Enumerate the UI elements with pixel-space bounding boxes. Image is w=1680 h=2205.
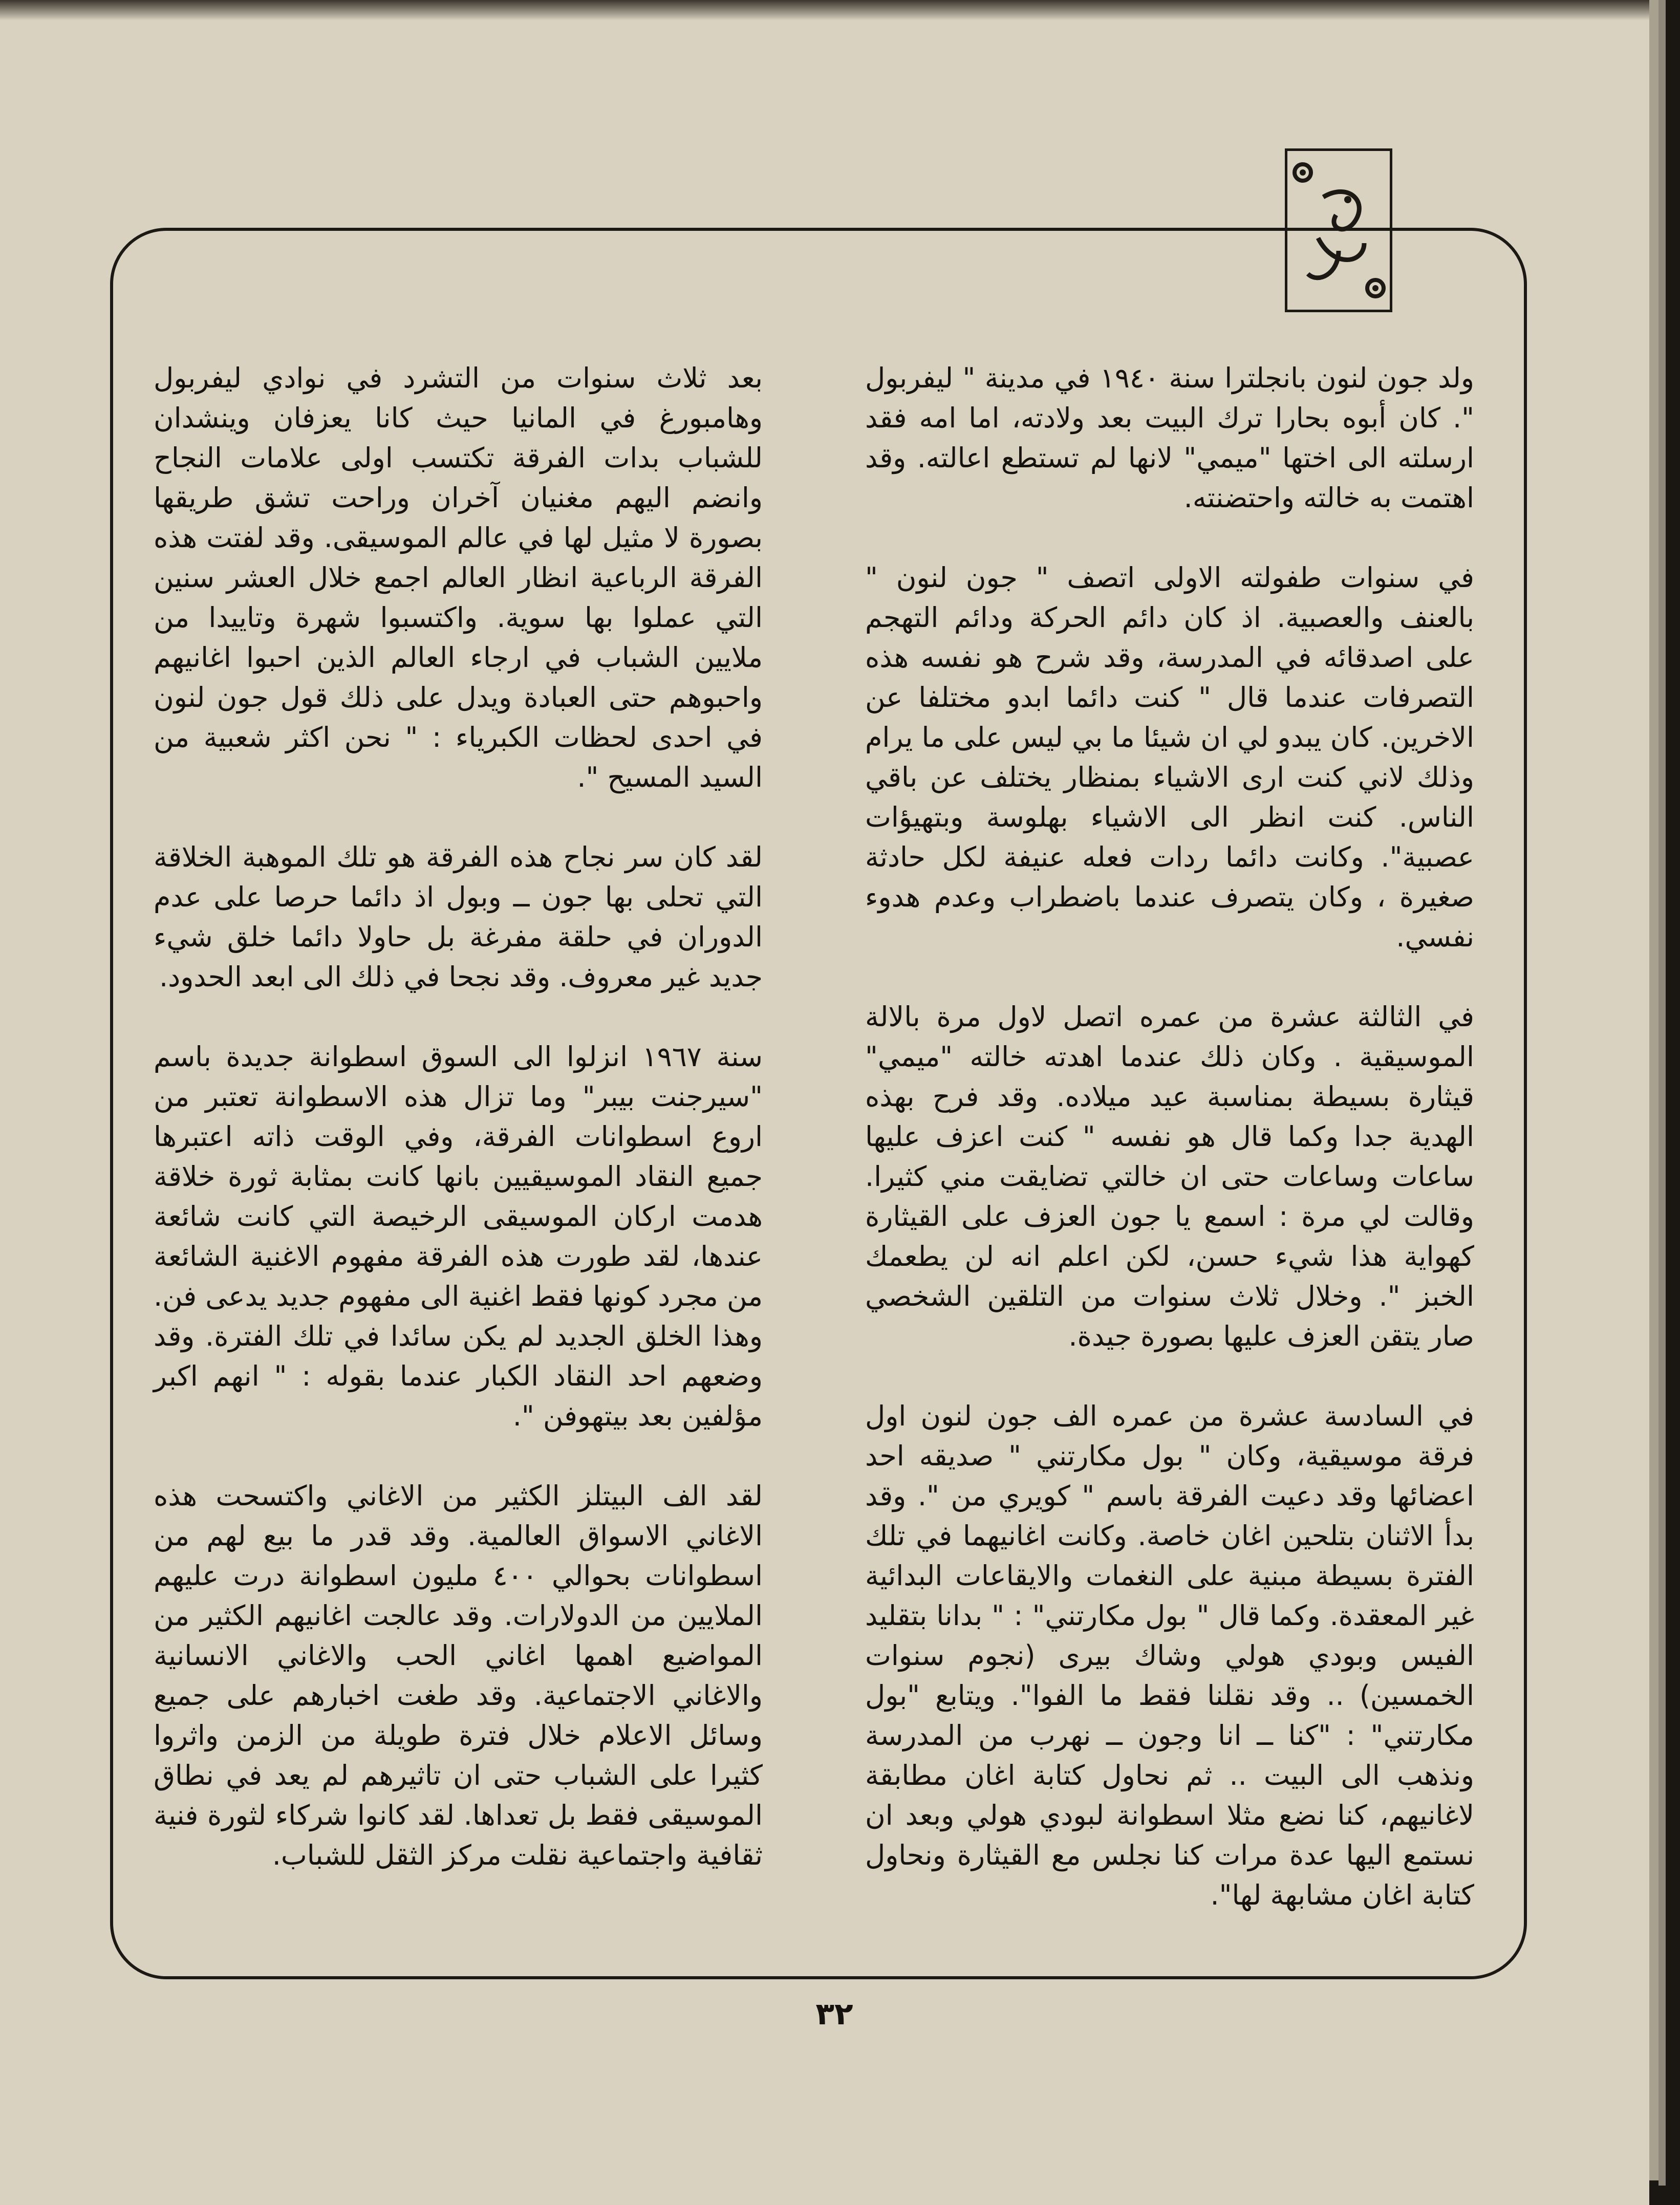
article-paragraph: ولد جون لنون بانجلترا سنة ١٩٤٠ في مدينة " ليفربول ". كان أبوه بحارا ترك البيت بعد ولادته، اما امه فقد ارسلته الى اختها "ميمي" لانها لم تستطع اعالته. وقد اهتمت به خالته واحتضنته.: [865, 362, 1474, 514]
page-edge: [1649, 0, 1659, 2180]
article-paragraph: سنة ١٩٦٧ انزلوا الى السوق اسطوانة جديدة باسم "سيرجنت بيبر" وما تزال هذه الاسطوانة تعتبر من اروع اسطوانات الفرقة، وفي الوقت ذاته اعتبرها جميع النقاد الموسيقيين بانها كانت بمثابة ثورة خلاقة هدمت اركان الموسيقى الرخيصة التي كانت شائعة عندها، لقد طورت هذه الفرقة مفهوم الاغنية الشائعة من مجرد كونها فقط اغنية الى مفهوم جديد يدعى فن. وهذا الخلق الجديد لم يكن سائدا في تلك الفترة. وقد وضعهم احد النقاد الكبار عندما بقوله : " انهم اكبر مؤلفين بعد بيتهوفن ".: [153, 1041, 763, 1432]
top-shadow: [0, 0, 1649, 20]
article-paragraph: في سنوات طفولته الاولى اتصف " جون لنون " بالعنف والعصبية. اذ كان دائم الحركة ودائم التهجم على اصدقائه في المدرسة، وقد شرح هو نفسه هذه التصرفات عندما قال " كنت دائما ابدو مختلفا عن الاخرين. كان يبدو لي ان شيئا ما بي ليس على ما يرام وذلك لاني كنت ارى الاشياء بمنظار يختلف عن باقي الناس. كنت انظر الى الاشياء بهلوسة وبتهيؤات عصبية". وكانت دائما ردات فعله عنيفة لكل حادثة صغيرة ، وكان يتصرف عندما باضطراب وعدم هدوء نفسي.: [865, 561, 1474, 953]
article-column-right: [865, 358, 1474, 1955]
article-paragraph: في السادسة عشرة من عمره الف جون لنون اول فرقة موسيقية، وكان " بول مكارتني " صديقه احد اعضائها وقد دعيت الفرقة باسم " كويري من ". وقد بدأ الاثنان بتلحين اغان خاصة. وكانت اغانيهما في تلك الفترة بسيطة مبنية على النغمات والايقاعات البدائية غير المعقدة. وكما قال " بول مكارتني" : " بدانا بتقليد الفيس وبودي هولي وشاك بيرى (نجوم سنوات الخمسين) .. وقد نقلنا فقط ما الفوا". ويتابع "بول مكارتني" : "كنا ــ انا وجون ــ نهرب من المدرسة ونذهب الى البيت .. ثم نحاول كتابة اغان مطابقة لاغانيهم، كنا نضع مثلا اسطوانة لبودي هولي وبعد ان نستمع اليها عدة مرات كنا نجلس مع القيثارة ونحاول كتابة اغان مشابهة لها".: [865, 1400, 1474, 1911]
article-paragraph: في الثالثة عشرة من عمره اتصل لاول مرة بالالة الموسيقية . وكان ذلك عندما اهدته خالته "ميمي" قيثارة بسيطة بمناسبة عيد ميلاده. وقد فرح بهذه الهدية جدا وكما قال هو نفسه " كنت اعزف عليها ساعات وساعات حتى ان خالتي تضايقت مني كثيرا. وقالت لي مرة : اسمع يا جون العزف على القيثارة كهواية هذا شيء حسن، لكن اعلم انه لن يطعمك الخبز ". وخلال ثلاث سنوات من التلقين الشخصي صار يتقن العزف عليها بصورة جيدة.: [865, 1001, 1474, 1352]
article-paragraph: لقد الف البيتلز الكثير من الاغاني واكتسحت هذه الاغاني الاسواق العالمية. وقد قدر ما بيع لهم من اسطوانات بحوالي ٤٠٠ مليون اسطوانة درت عليهم الملايين من الدولارات. وقد عالجت اغانيهم الكثير من المواضيع اهمها اغاني الحب والاغاني الانسانية والاغاني الاجتماعية. وقد طغت اخبارهم على جميع وسائل الاعلام خلال فترة طويلة من الزمن واثروا كثيرا على الشباب حتى ان تاثيرهم لم يعد في نطاق الموسيقى فقط بل تعداها. لقد كانوا شركاء لثورة فنية ثقافية واجتماعية نقلت مركز الثقل للشباب.: [154, 1480, 763, 1871]
article-column-left: [154, 358, 763, 1915]
article-paragraph: بعد ثلاث سنوات من التشرد في نوادي ليفربول وهامبورغ في المانيا حيث كانا يعزفان وينشدان للشباب بدات الفرقة تكتسب اولى علامات النجاح وانضم اليهم مغنيان آخران وراحت تشق طريقها بصورة لا مثيل لها في عالم الموسيقى. وقد لفتت هذه الفرقة الرباعية انظار العالم اجمع خلال العشر سنين التي عملوا بها سوية. واكتسبوا شهرة وتاييدا من ملايين الشباب في ارجاء العالم الذين احبوا اغانيهم واحبوهم حتى العبادة ويدل على ذلك قول جون لنون في احدى لحظات الكبرياء : " نحن اكثر شعبية من السيد المسيح ".: [154, 362, 763, 793]
article-paragraph: لقد كان سر نجاح هذه الفرقة هو تلك الموهبة الخلاقة التي تحلى بها جون ــ وبول اذ دائما حرصا على عدم الدوران في حلقة مفرغة بل حاولا دائما خلق شيء جديد غير معروف. وقد نجحا في ذلك الى ابعد الحدود.: [154, 841, 763, 993]
page-number: ٣٢: [815, 1996, 853, 2032]
page-edge-shadow: [1659, 0, 1666, 2186]
